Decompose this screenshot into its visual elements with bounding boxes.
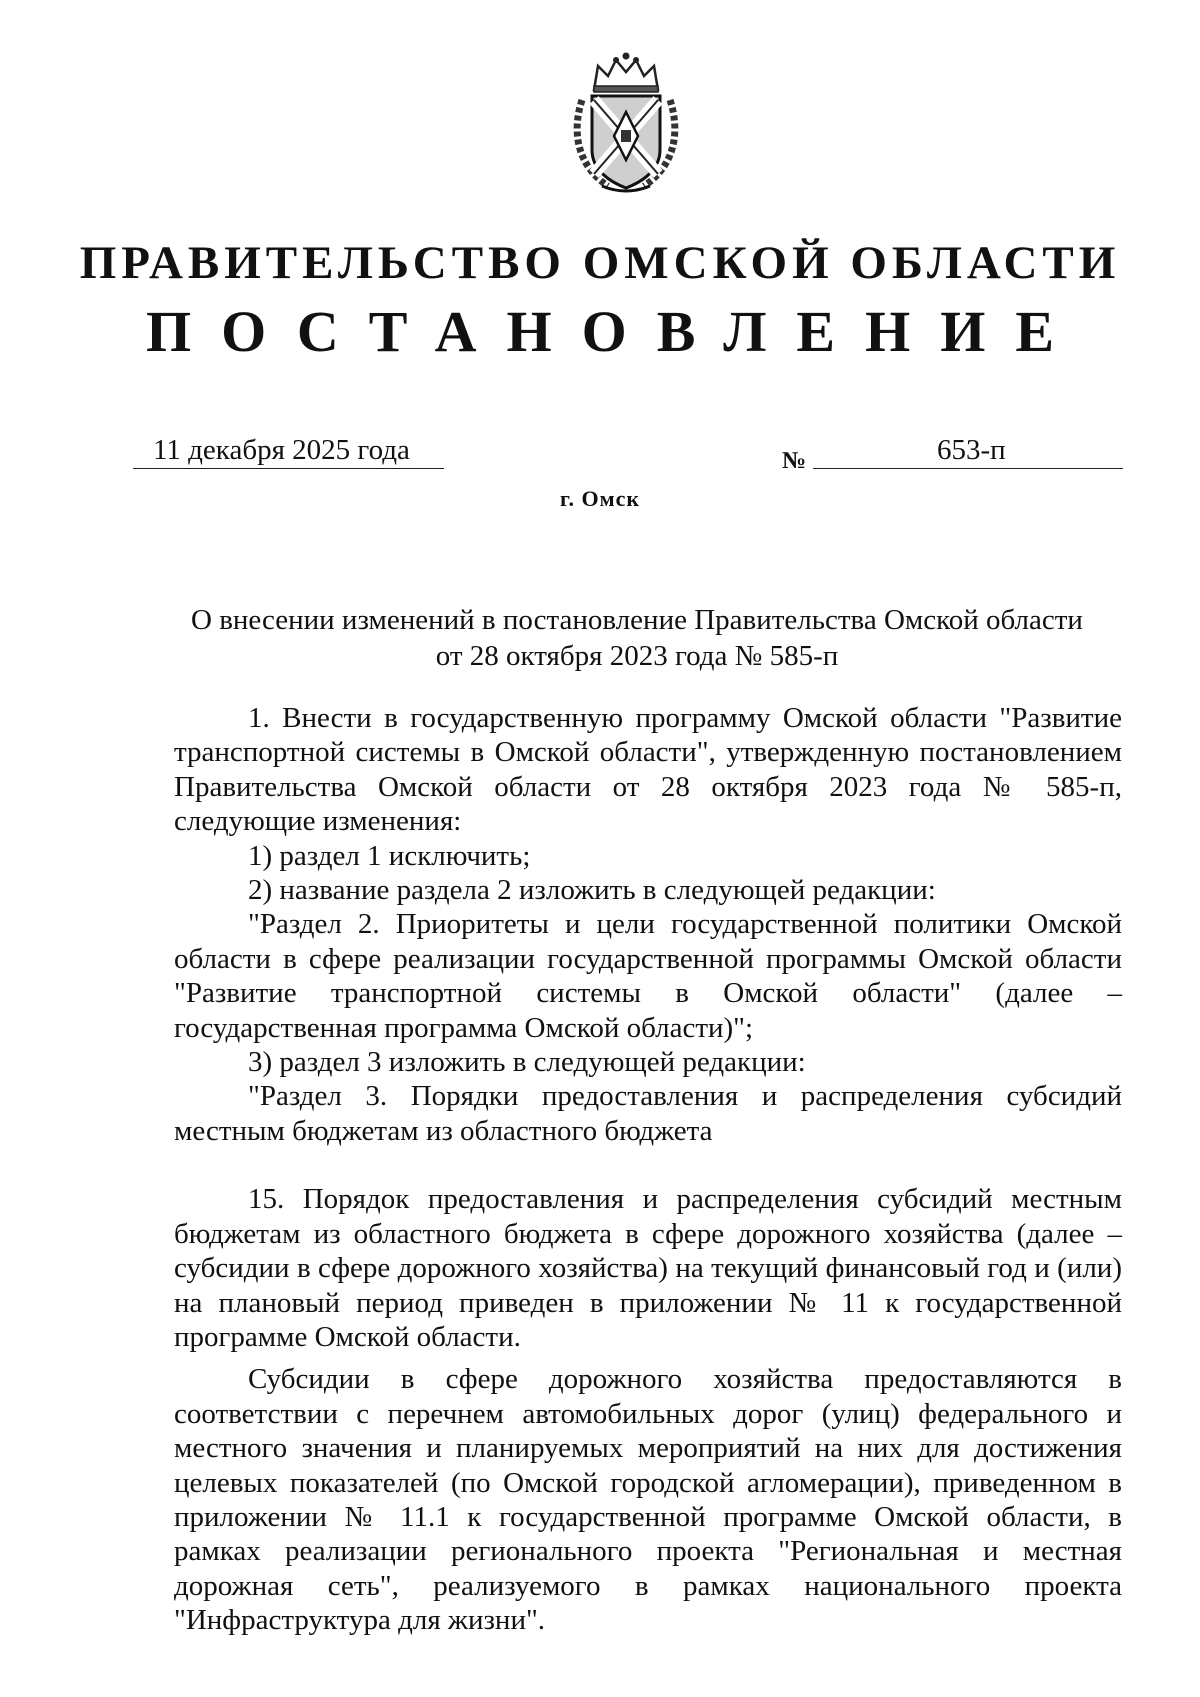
number-underline xyxy=(813,468,1123,469)
document-city: г. Омск xyxy=(559,486,641,511)
body-paragraph: 1) раздел 1 исключить; xyxy=(248,839,531,872)
document-date: 11 декабря 2025 года xyxy=(153,434,410,466)
organization-title: ПРАВИТЕЛЬСТВО ОМСКОЙ ОБЛАСТИ xyxy=(79,237,1121,289)
body-paragraph: "Раздел 3. Порядки предоставления и распределения субсидий местным бюджетам из областного бюджета xyxy=(174,1080,1122,1147)
body-paragraph: "Раздел 2. Приоритеты и цели государственной политики Омской области в сфере реализации государственной программы Омской области "Развитие транспортной системы в Омской области" (далее – государственная программа Омской области)"; xyxy=(174,908,1122,1044)
body-paragraph: 2) название раздела 2 изложить в следующей редакции: xyxy=(248,874,936,907)
body-paragraph: 3) раздел 3 изложить в следующей редакции: xyxy=(248,1046,806,1079)
document-type-title: ПОСТАНОВЛЕНИЕ xyxy=(145,299,1085,364)
coat-of-arms-emblem xyxy=(568,50,684,194)
subject-line: от 28 октября 2023 года № 585-п xyxy=(435,640,839,672)
document-number: 653-п xyxy=(937,434,1006,466)
body-paragraph: 1. Внести в государственную программу Омской области "Развитие транспортной системы в Омской области", утвержденную постановлением Правительства Омской области от 28 октября 2023 года № 585-п, следующие изменения: xyxy=(174,702,1122,838)
subject-line: О внесении изменений в постановление Правительства Омской области xyxy=(191,604,1083,636)
body-paragraph: Субсидии в сфере дорожного хозяйства предоставляются в соответствии с перечнем автомобильных дорог (улиц) федерального и местного значения и планируемых мероприятий на них для достижения целевых показателей (по Омской городской агломерации), приведенном в приложении № 11.1 к государственной программе Омской области, в рамках реализации регионального проекта "Региональная и местная дорожная сеть", реализуемого в рамках национального проекта "Инфраструктура для жизни". xyxy=(174,1363,1122,1637)
date-underline xyxy=(133,468,444,469)
number-sign: № xyxy=(782,448,807,474)
document-subject xyxy=(172,602,1102,674)
document-body xyxy=(174,701,1122,1638)
coat-of-arms-icon xyxy=(568,50,684,194)
body-paragraph: 15. Порядок предоставления и распределения субсидий местным бюджетам из областного бюджета в сфере дорожного хозяйства (далее – субсидии в сфере дорожного хозяйства) на текущий финансовый год и (или) на плановый период приведен в приложении № 11 к государственной программе Омской области. xyxy=(174,1183,1122,1353)
